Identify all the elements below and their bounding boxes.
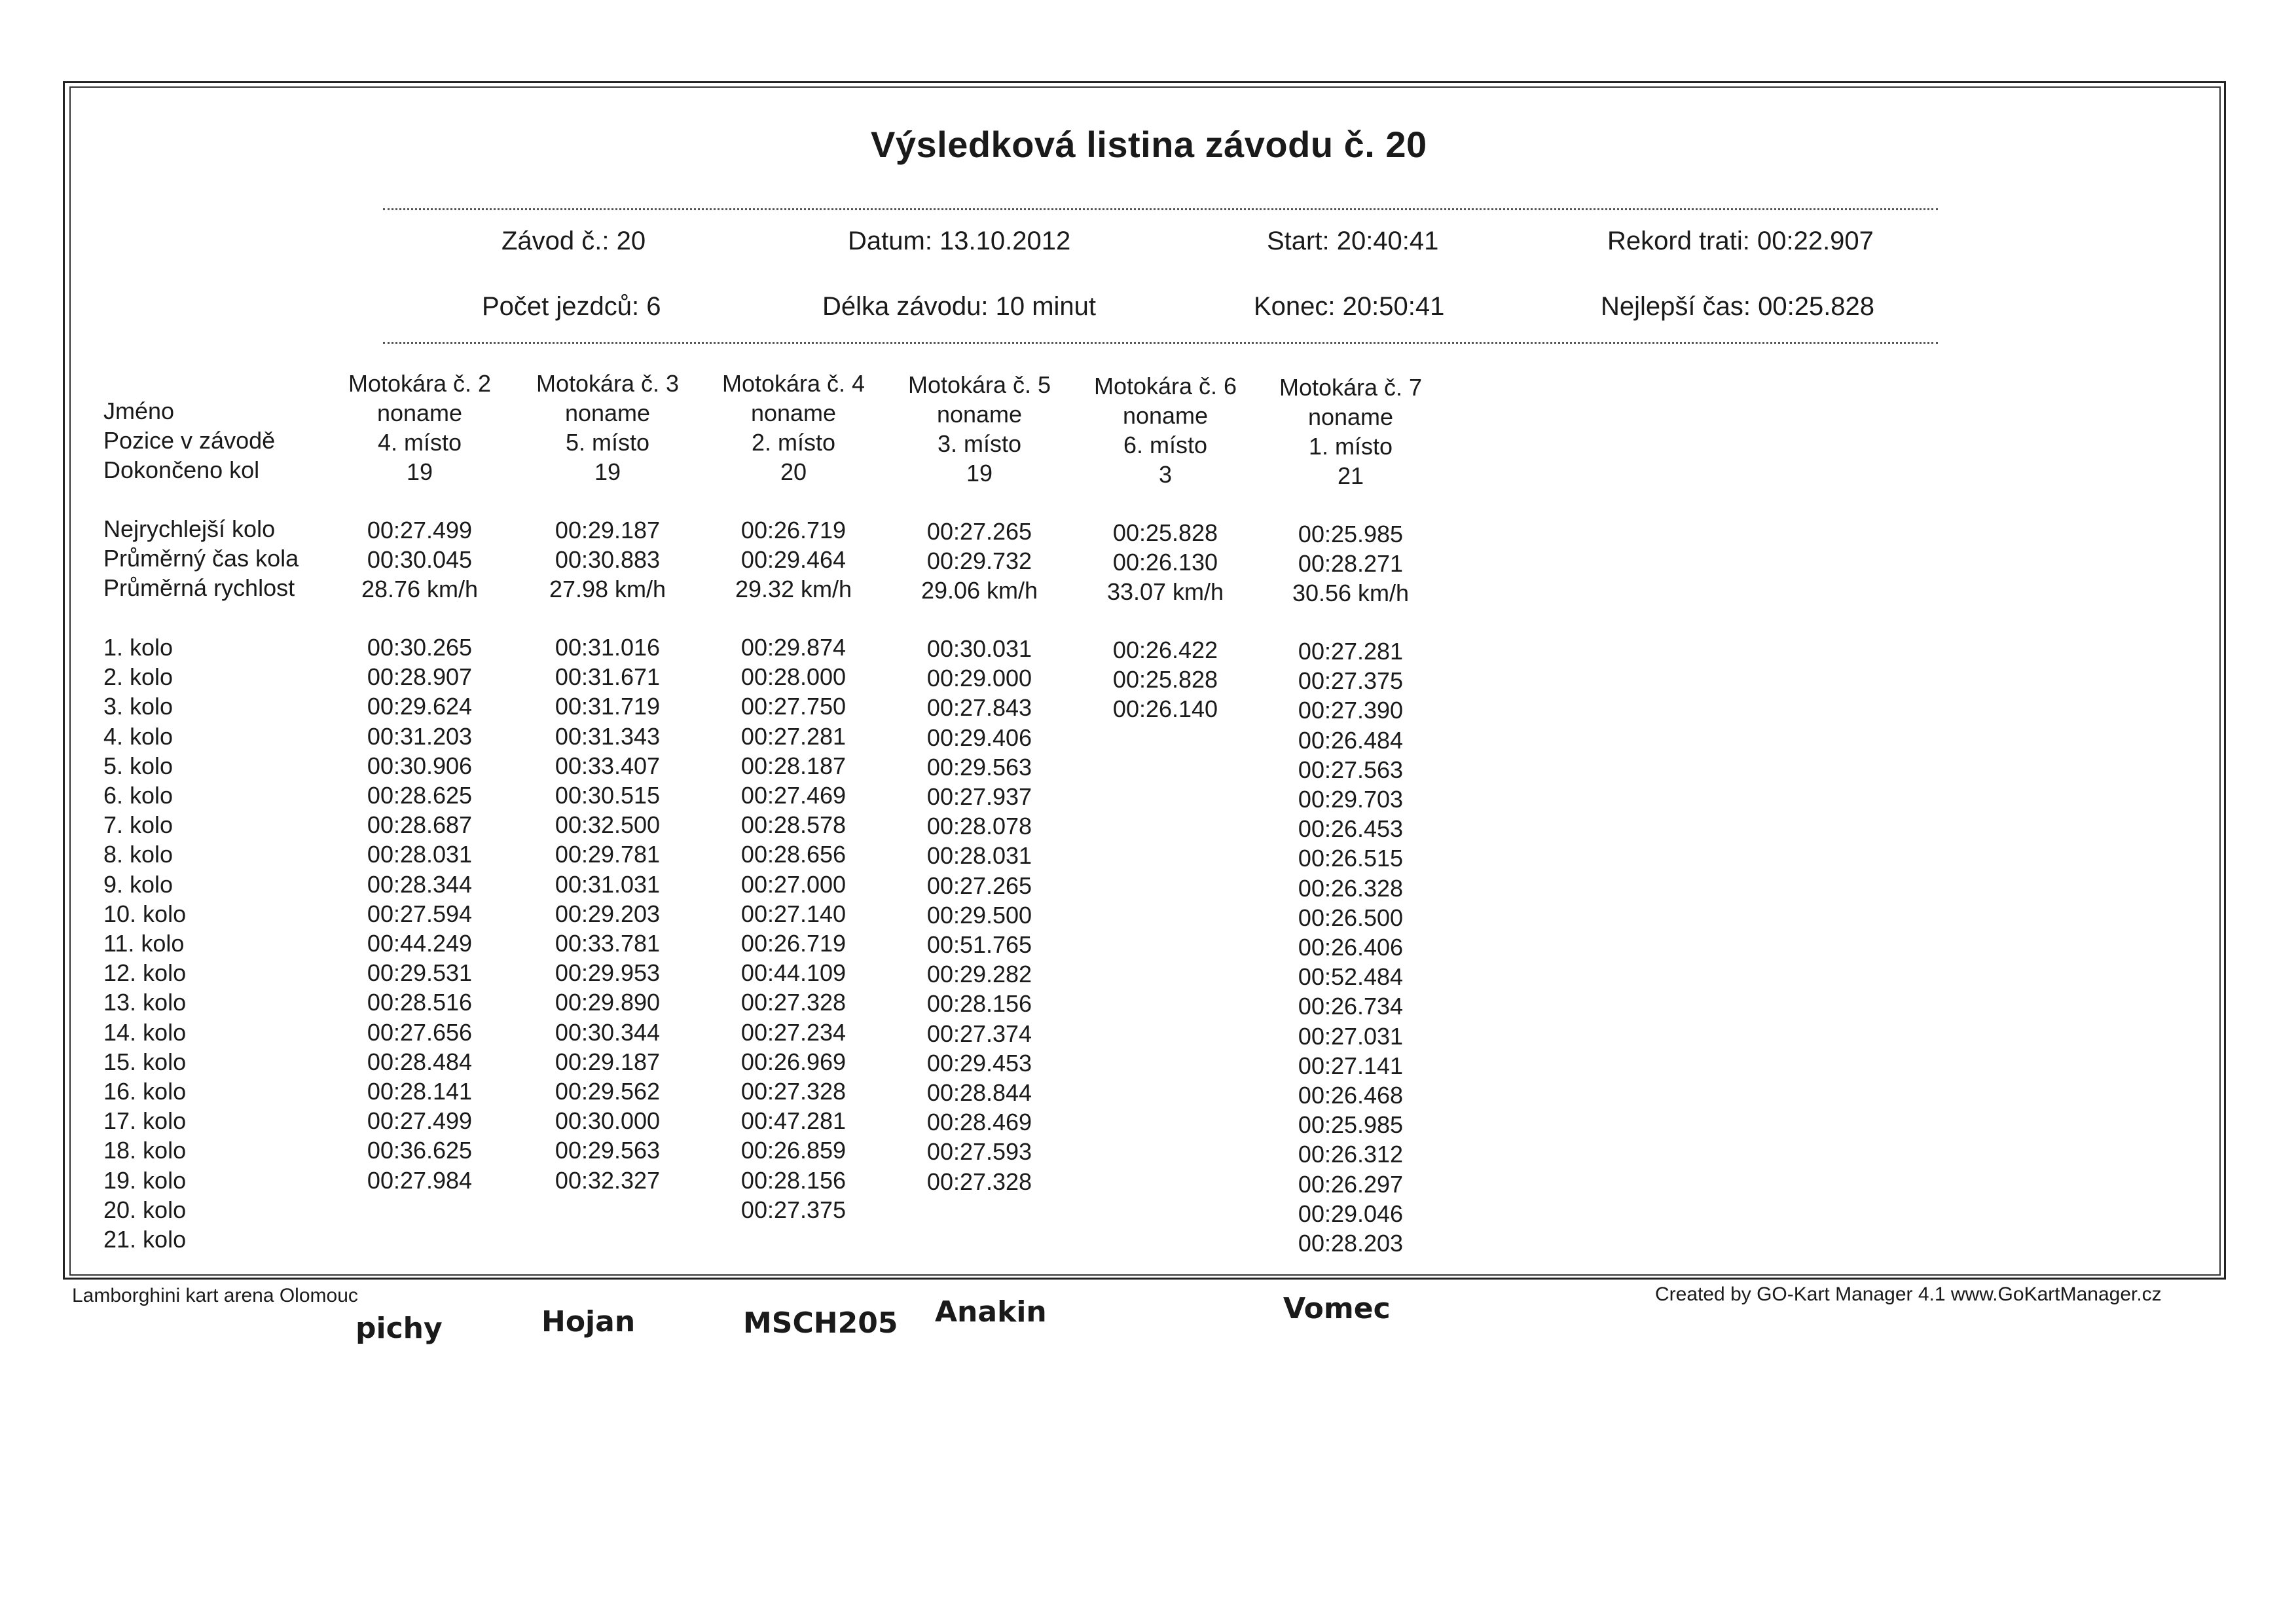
lap-time: 00:27.281 [740,723,847,750]
lap-time: 00:52.484 [1298,963,1404,990]
lap-time: 00:26.468 [1298,1082,1404,1109]
lap-time: 00:31.343 [555,723,661,750]
race-position: 2. místo [751,429,836,456]
lap-label: 2. kolo [103,663,173,690]
lap-time: 00:29.000 [926,665,1032,692]
fastest-lap: 00:27.499 [367,517,473,544]
lap-label: 6. kolo [103,782,173,809]
lap-time: 00:29.953 [555,959,661,986]
lap-time: 00:31.016 [555,634,661,661]
lap-label: 19. kolo [103,1167,187,1194]
fastest-lap: 00:26.719 [740,517,847,544]
fastest-lap: 00:27.265 [926,518,1032,545]
lap-time: 00:31.719 [555,693,661,720]
lap-time: 00:32.327 [555,1167,661,1194]
average-speed: 30.56 km/h [1292,580,1410,606]
lap-time: 00:28.907 [367,663,473,690]
lap-time: 00:26.140 [1112,695,1218,722]
kart-number: Motokára č. 6 [1093,373,1237,399]
fastest-lap: 00:25.985 [1298,521,1404,547]
average-speed: 27.98 km/h [549,576,666,602]
lap-time: 00:27.140 [740,900,847,927]
lap-label: 4. kolo [103,723,173,750]
lap-time: 00:26.422 [1112,637,1218,663]
label-laps-done: Dokončeno kol [103,456,260,483]
lap-time: 00:29.781 [555,841,661,868]
lap-time: 00:27.375 [740,1196,847,1223]
laps-completed: 19 [594,458,621,485]
lap-time: 00:28.344 [367,871,473,898]
best-time: Nejlepší čas: 00:25.828 [1601,292,1875,321]
lap-time: 00:27.499 [367,1107,473,1134]
lap-time: 00:26.734 [1298,993,1404,1020]
lap-time: 00:28.141 [367,1078,473,1105]
driver-name: noname [936,401,1023,428]
lap-time: 00:26.312 [1298,1141,1404,1168]
lap-time: 00:28.656 [740,841,847,868]
lap-time: 00:30.031 [926,635,1032,662]
lap-time: 00:26.515 [1298,845,1404,872]
race-position: 4. místo [377,429,462,456]
lap-time: 00:29.453 [926,1050,1032,1077]
lap-time: 00:25.985 [1298,1111,1404,1138]
lap-time: 00:26.453 [1298,815,1404,842]
lap-time: 00:27.390 [1298,697,1404,724]
lap-time: 00:26.484 [1298,727,1404,754]
race-position: 3. místo [937,430,1022,457]
lap-label: 3. kolo [103,693,173,720]
lap-time: 00:33.407 [555,752,661,779]
dotted-divider-top [383,208,1938,210]
lap-time: 00:28.203 [1298,1230,1404,1257]
lap-time: 00:28.187 [740,752,847,779]
lap-time: 00:27.593 [926,1138,1032,1165]
lap-time: 00:25.828 [1112,666,1218,693]
handwritten-name: Hojan [541,1305,636,1338]
lap-time: 00:26.969 [740,1048,847,1075]
rider-count: Počet jezdců: 6 [482,292,661,321]
lap-time: 00:27.281 [1298,638,1404,665]
lap-time: 00:26.500 [1298,904,1404,931]
lap-label: 5. kolo [103,752,173,779]
lap-time: 00:27.141 [1298,1052,1404,1079]
lap-time: 00:26.406 [1298,934,1404,961]
laps-completed: 21 [1337,462,1364,489]
lap-label: 18. kolo [103,1137,187,1164]
lap-time: 00:29.890 [555,989,661,1016]
average-lap-time: 00:26.130 [1112,549,1218,576]
lap-label: 16. kolo [103,1078,187,1105]
lap-time: 00:27.234 [740,1019,847,1046]
lap-time: 00:28.078 [926,813,1032,840]
race-number: Závod č.: 20 [501,227,646,255]
lap-time: 00:27.375 [1298,667,1404,694]
driver-name: noname [564,399,651,426]
driver-name: noname [1122,402,1209,429]
lap-time: 00:28.578 [740,811,847,838]
fastest-lap: 00:25.828 [1112,519,1218,546]
lap-time: 00:29.874 [740,634,847,661]
lap-time: 00:28.469 [926,1109,1032,1135]
lap-time: 00:26.297 [1298,1171,1404,1198]
fastest-lap: 00:29.187 [555,517,661,544]
label-name: Jméno [103,397,175,424]
label-fastest: Nejrychlejší kolo [103,515,276,542]
lap-time: 00:27.469 [740,782,847,809]
lap-label: 11. kolo [103,930,185,957]
dotted-divider-bottom [383,342,1938,344]
lap-time: 00:32.500 [555,811,661,838]
average-speed: 28.76 km/h [361,576,479,602]
race-position: 5. místo [565,429,650,456]
average-speed: 33.07 km/h [1106,578,1224,605]
race-position: 6. místo [1123,432,1208,458]
lap-label: 21. kolo [103,1226,187,1253]
race-position: 1. místo [1308,433,1393,460]
laps-completed: 20 [780,458,807,485]
lap-time: 00:27.000 [740,871,847,898]
lap-label: 1. kolo [103,634,173,661]
handwritten-name: Anakin [935,1295,1047,1329]
laps-completed: 19 [966,460,993,487]
lap-label: 9. kolo [103,871,173,898]
lap-time: 00:47.281 [740,1107,847,1134]
lap-time: 00:29.703 [1298,786,1404,813]
kart-number: Motokára č. 3 [536,370,680,397]
lap-label: 10. kolo [103,900,187,927]
lap-time: 00:29.531 [367,959,473,986]
lap-time: 00:31.671 [555,663,661,690]
lap-time: 00:27.594 [367,900,473,927]
lap-time: 00:27.563 [1298,756,1404,783]
lap-time: 00:26.328 [1298,875,1404,902]
label-avg-speed: Průměrná rychlost [103,574,295,601]
driver-name: noname [1307,403,1394,430]
lap-time: 00:44.249 [367,930,473,957]
race-length: Délka závodu: 10 minut [822,292,1097,321]
lap-time: 00:28.687 [367,811,473,838]
label-position: Pozice v závodě [103,427,276,454]
lap-time: 00:28.031 [926,842,1032,869]
lap-time: 00:30.515 [555,782,661,809]
lap-time: 00:27.750 [740,693,847,720]
lap-time: 00:28.516 [367,989,473,1016]
lap-time: 00:28.000 [740,663,847,690]
lap-time: 00:29.046 [1298,1200,1404,1227]
lap-time: 00:28.031 [367,841,473,868]
track-record: Rekord trati: 00:22.907 [1607,227,1874,255]
lap-time: 00:29.563 [555,1137,661,1164]
lap-time: 00:29.624 [367,693,473,720]
lap-label: 15. kolo [103,1048,187,1075]
lap-time: 00:27.328 [740,989,847,1016]
average-lap-time: 00:30.883 [555,546,661,573]
laps-completed: 19 [406,458,433,485]
lap-time: 00:29.562 [555,1078,661,1105]
lap-time: 00:28.625 [367,782,473,809]
lap-time: 00:28.156 [740,1167,847,1194]
lap-time: 00:27.031 [1298,1023,1404,1050]
race-start: Start: 20:40:41 [1267,227,1439,255]
lap-time: 00:27.843 [926,694,1032,721]
race-end: Konec: 20:50:41 [1254,292,1445,321]
handwritten-name: Vomec [1283,1292,1391,1325]
average-speed: 29.32 km/h [735,576,852,602]
lap-time: 00:44.109 [740,959,847,986]
kart-number: Motokára č. 7 [1279,374,1423,401]
kart-number: Motokára č. 2 [348,370,492,397]
lap-time: 00:33.781 [555,930,661,957]
lap-label: 8. kolo [103,841,173,868]
lap-time: 00:51.765 [926,931,1032,958]
lap-time: 00:29.500 [926,902,1032,929]
lap-time: 00:31.031 [555,871,661,898]
lap-time: 00:27.265 [926,872,1032,899]
lap-label: 13. kolo [103,989,187,1016]
average-lap-time: 00:28.271 [1298,550,1404,577]
average-lap-time: 00:30.045 [367,546,473,573]
lap-label: 14. kolo [103,1019,187,1046]
handwritten-name: MSCH205 [743,1306,898,1340]
lap-time: 00:26.859 [740,1137,847,1164]
lap-time: 00:28.156 [926,990,1032,1017]
lap-label: 12. kolo [103,959,187,986]
lap-time: 00:28.844 [926,1079,1032,1106]
driver-name: noname [750,399,837,426]
lap-time: 00:30.906 [367,752,473,779]
average-lap-time: 00:29.732 [926,547,1032,574]
kart-number: Motokára č. 5 [907,371,1051,398]
software-credit: Created by GO-Kart Manager 4.1 www.GoKartManager.cz [1655,1283,2162,1305]
average-speed: 29.06 km/h [920,577,1038,604]
lap-label: 7. kolo [103,811,173,838]
lap-time: 00:30.000 [555,1107,661,1134]
venue-name: Lamborghini kart arena Olomouc [72,1285,358,1306]
lap-time: 00:29.563 [926,754,1032,781]
lap-time: 00:26.719 [740,930,847,957]
lap-time: 00:28.484 [367,1048,473,1075]
lap-time: 00:27.937 [926,783,1032,810]
lap-time: 00:30.265 [367,634,473,661]
lap-time: 00:29.203 [555,900,661,927]
page-title: Výsledková listina závodu č. 20 [871,124,1427,165]
handwritten-name: pichy [355,1312,443,1345]
driver-name: noname [376,399,463,426]
lap-label: 17. kolo [103,1107,187,1134]
race-date: Datum: 13.10.2012 [848,227,1071,255]
lap-time: 00:27.374 [926,1020,1032,1047]
laps-completed: 3 [1158,461,1173,488]
average-lap-time: 00:29.464 [740,546,847,573]
lap-time: 00:29.187 [555,1048,661,1075]
lap-time: 00:31.203 [367,723,473,750]
kart-number: Motokára č. 4 [721,370,866,397]
lap-time: 00:36.625 [367,1137,473,1164]
label-avg-time: Průměrný čas kola [103,545,299,572]
lap-time: 00:27.656 [367,1019,473,1046]
lap-time: 00:29.406 [926,724,1032,751]
lap-time: 00:27.984 [367,1167,473,1194]
lap-time: 00:30.344 [555,1019,661,1046]
lap-label: 20. kolo [103,1196,187,1223]
lap-time: 00:29.282 [926,961,1032,987]
lap-time: 00:27.328 [926,1168,1032,1195]
lap-time: 00:27.328 [740,1078,847,1105]
